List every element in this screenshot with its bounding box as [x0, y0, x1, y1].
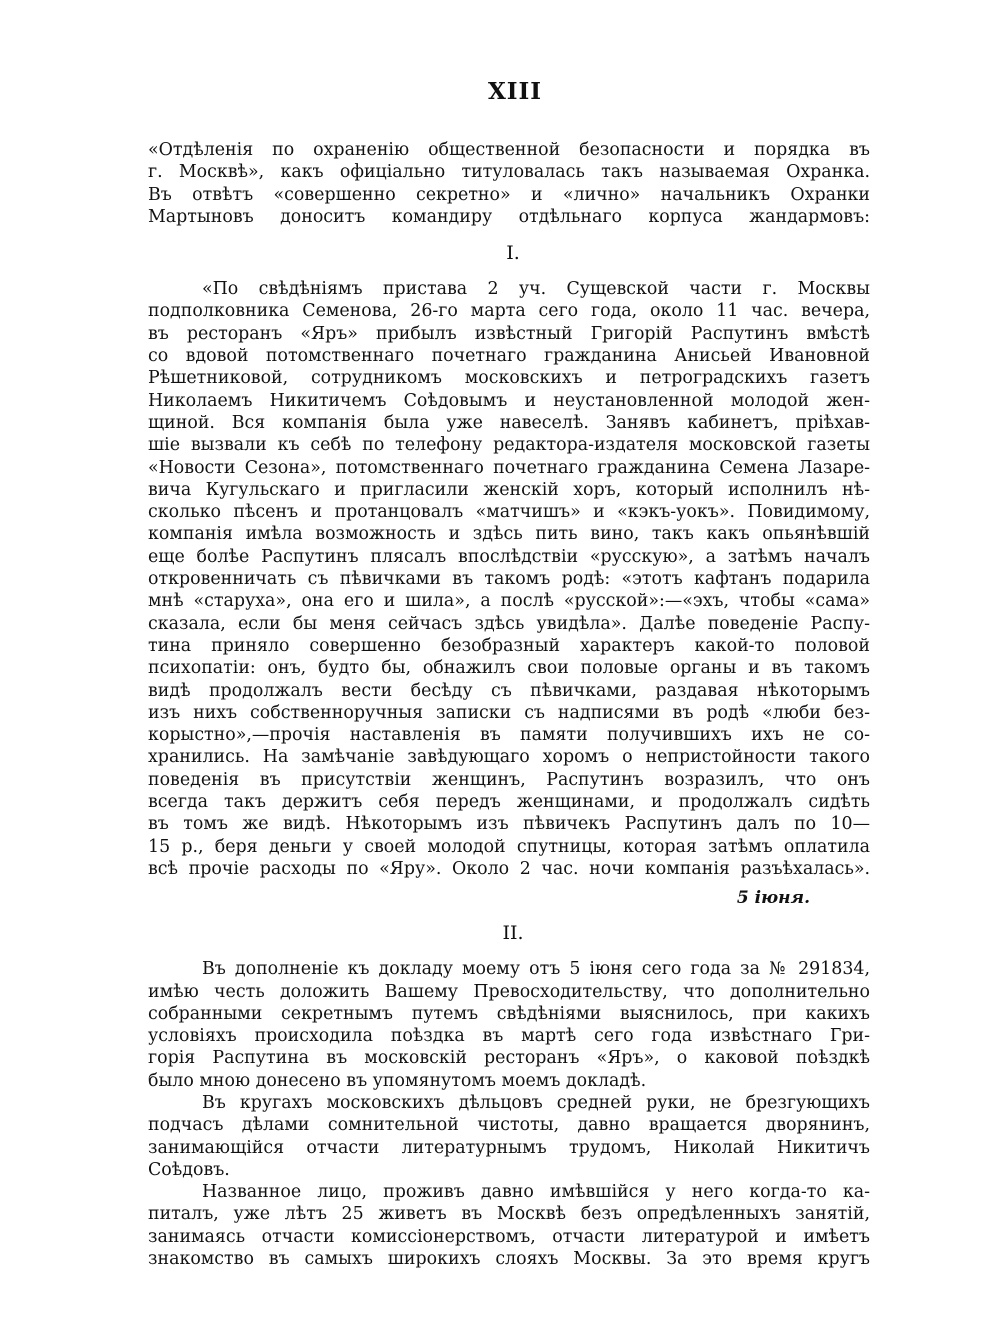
text-line: горія Распутина въ московскій ресторанъ «Яръ», о каковой поѣздкѣ	[148, 1048, 870, 1069]
text-line: тина приняло совершенно безобразный характеръ какой-то половой	[148, 635, 870, 656]
text-line: «Новости Сезона», потомственнаго почетнаго гражданина Семена Лазаре-	[148, 457, 870, 478]
date-signature: 5 іюня.	[736, 888, 810, 909]
text-line: мнѣ «старуха», она его и шила», а послѣ «русской»:—«эхъ, чтобы «сама»	[148, 591, 870, 612]
text-line: питалъ, уже лѣтъ 25 живетъ въ Москвѣ безъ опредѣленныхъ занятій,	[148, 1204, 870, 1225]
text-line: Названное лицо, проживъ давно имѣвшійся у него когда-то ка-	[202, 1182, 870, 1203]
text-line: въ ресторанъ «Яръ» прибылъ извѣстный Григорій Распутинъ вмѣстѣ	[148, 323, 870, 344]
text-line: видѣ продолжалъ вести бесѣду съ пѣвичками, раздавая нѣкоторымъ	[148, 680, 870, 701]
text-line: откровенничать съ пѣвичками въ такомъ родѣ: «этотъ кафтанъ подарила	[148, 569, 870, 590]
text-line: поведенія въ присутствіи женщинъ, Распутинъ возразилъ, что онъ	[148, 769, 870, 790]
text-line: 15 р., беря деньги у своей молодой спутницы, которая затѣмъ оплатила	[148, 836, 870, 857]
text-line: хранились. На замѣчаніе завѣдующаго хоромъ о непристойности такого	[148, 747, 870, 768]
text-line: «Отдѣленія по охраненію общественной безопасности и порядка въ	[148, 140, 870, 160]
text-line: корыстно»,—прочія наставленія въ памяти получившихъ ихъ не со-	[148, 725, 870, 746]
text-line: г. Москвѣ», какъ офиціально титуловалась такъ называемая Охранка.	[148, 162, 870, 183]
text-line: вича Кугульскаго и пригласили женскій хоръ, который исполнилъ нѣ-	[148, 479, 870, 500]
text-line: подполковника Семенова, 26-го марта сего года, около 11 час. вечера,	[148, 301, 870, 322]
text-line: занимаясь отчасти комиссіонерствомъ, отчасти литературой и имѣетъ	[148, 1226, 870, 1247]
text-line: было мною донесено въ упомянутомъ моемъ докладѣ.	[148, 1070, 647, 1091]
text-line: условіяхъ происходила поѣздка въ мартѣ сего года извѣстнаго Гри-	[148, 1026, 870, 1047]
text-line: всегда такъ держитъ себя передъ женщинами, и продолжалъ сидѣть	[148, 792, 870, 813]
page-number: XIII	[487, 78, 543, 105]
text-line: знакомство въ самыхъ широкихъ слояхъ Москвы. За это время кругъ	[148, 1249, 870, 1270]
section-heading-2: II.	[502, 922, 524, 945]
text-line: занимающійся отчасти литературнымъ трудомъ, Николай Никитичъ	[148, 1137, 870, 1158]
text-line: еще болѣе Распутинъ плясалъ впослѣдствіи «русскую», а затѣмъ началъ	[148, 546, 870, 567]
text-line: всѣ прочіе расходы по «Яру». Около 2 час. ночи компанія разъѣхалась».	[148, 858, 870, 879]
text-line: «По свѣдѣніямъ пристава 2 уч. Сущевской части г. Москвы	[202, 279, 870, 300]
document-page	[148, 78, 870, 1270]
text-line: психопатіи: онъ, будто бы, обнажилъ свои половые органы и въ такомъ	[148, 658, 870, 679]
text-line: подчасъ дѣлами сомнительной чистоты, давно вращается дворянинъ,	[148, 1115, 870, 1136]
text-line: сказала, если бы меня сейчасъ здѣсь увидѣла». Далѣе поведеніе Распу-	[148, 613, 870, 634]
section-1-paragraph	[148, 278, 870, 880]
text-line: щиной. Вся компанія была уже навеселѣ. Занявъ кабинетъ, пріѣхав-	[148, 412, 870, 433]
text-line: собранными секретнымъ путемъ свѣдѣніями выяснилось, при какихъ	[148, 1003, 870, 1024]
text-line: шіе вызвали къ себѣ по телефону редактора-издателя московской газеты	[148, 435, 870, 456]
section-2-paragraph-1	[148, 958, 870, 1092]
text-line: компанія имѣла возможность и здѣсь пить вино, такъ какъ опьянѣвшій	[148, 524, 870, 545]
text-line: со вдовой потомственнаго почетнаго гражданина Анисьей Ивановной	[148, 346, 870, 367]
text-line: Въ кругахъ московскихъ дѣльцовъ средней руки, не брезгующихъ	[202, 1092, 870, 1113]
text-line: имѣю честь доложить Вашему Превосходительству, что дополнительно	[148, 981, 870, 1002]
text-line: Николаемъ Никитичемъ Соѣдовымъ и неустановленной молодой жен-	[148, 390, 870, 411]
intro-paragraph	[148, 139, 870, 228]
text-line: Мартыновъ доноситъ командиру отдѣльнаго корпуса жандармовъ:	[148, 206, 870, 227]
text-line: Рѣшетниковой, сотрудникомъ московскихъ и петроградскихъ газетъ	[148, 368, 870, 389]
text-line: сколько пѣсенъ и протанцовалъ «матчишъ» и «кэкъ-уокъ». Повидимому,	[148, 502, 870, 523]
text-line: Соѣдовъ.	[148, 1159, 230, 1180]
section-2-paragraph-2	[148, 1092, 870, 1181]
text-line: Въ отвѣтъ «совершенно секретно» и «лично» начальникъ Охранки	[148, 184, 870, 205]
text-line: изъ нихъ собственноручныя записки съ надписями въ родѣ «люби без-	[148, 702, 870, 723]
text-line: Въ дополненіе къ докладу моему отъ 5 іюня сего года за № 291834,	[202, 959, 870, 980]
section-heading-1: I.	[506, 242, 520, 265]
section-2-paragraph-3	[148, 1181, 870, 1270]
text-line: въ томъ же видѣ. Нѣкоторымъ изъ пѣвичекъ Распутинъ далъ по 10—	[148, 814, 870, 835]
